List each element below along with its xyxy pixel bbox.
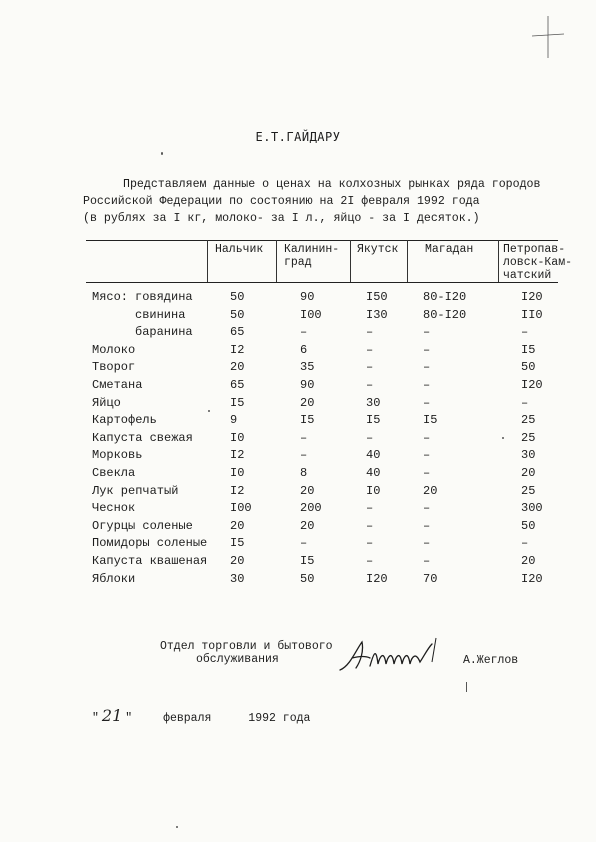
date-close-quote: " (125, 712, 133, 725)
column-header-line: град (284, 256, 312, 269)
table-row (0, 290, 596, 308)
price-cell: 8 (300, 466, 308, 480)
table-row (0, 360, 596, 378)
date-day: 21 (101, 706, 123, 725)
price-cell: 80-I20 (423, 307, 467, 322)
price-cell: 30 (230, 571, 245, 586)
product-name (92, 501, 135, 515)
price-cell: 20 (423, 483, 438, 498)
price-cell: – (366, 518, 374, 533)
price-cell: I50 (366, 290, 388, 304)
price-cell: I2 (230, 448, 245, 463)
corner-mark (530, 14, 566, 60)
price-cell: 50 (521, 360, 536, 375)
table-top-rule (86, 240, 558, 241)
column-header-line: Калинин- (284, 243, 340, 256)
table-row (0, 536, 596, 554)
price-cell: 9 (230, 413, 238, 428)
product-name (135, 325, 193, 339)
price-cell: I30 (366, 307, 388, 322)
price-cell: 25 (521, 483, 536, 498)
price-cell: 65 (230, 378, 245, 392)
price-cell: I5 (300, 413, 315, 428)
table-header-rule (86, 282, 558, 283)
price-cell: I5 (300, 554, 315, 568)
column-header (215, 243, 263, 256)
price-cell: 70 (423, 571, 438, 586)
column-header (425, 243, 473, 256)
price-cell: 20 (300, 395, 315, 410)
product-name (92, 431, 193, 445)
price-cell: – (366, 554, 374, 568)
column-header-line: Магадан (425, 243, 474, 256)
price-cell: I20 (521, 290, 543, 304)
product-label: Яблоки (92, 571, 136, 586)
price-cell: 20 (300, 483, 315, 498)
product-label: Чеснок (92, 501, 136, 516)
price-cell: 40 (366, 448, 381, 463)
price-cell: – (300, 448, 308, 463)
price-cell: 80-I20 (423, 290, 467, 304)
price-cell: 50 (230, 307, 245, 322)
price-cell: 35 (300, 360, 315, 375)
price-cell: – (366, 378, 374, 392)
price-cell: I0 (230, 466, 245, 480)
addressee: Е.Т.ГАЙДАРУ (255, 130, 341, 144)
table-row (0, 572, 596, 590)
product-label: говядина (135, 290, 193, 304)
signer-name: А.Жеглов (463, 654, 519, 667)
price-cell: I00 (230, 501, 252, 516)
price-cell: – (423, 378, 431, 392)
intro-line-3: (в рублях за I кг, молоко- за I л., яйцо - за I десяток.) (83, 212, 480, 225)
product-label: Капуста квашеная (92, 554, 208, 568)
price-cell: I5 (423, 413, 438, 428)
price-cell: – (366, 430, 374, 445)
price-cell: – (300, 325, 308, 340)
price-cell: I5 (366, 413, 381, 428)
price-cell: – (366, 501, 374, 516)
price-cell: – (423, 536, 431, 551)
price-cell: 20 (521, 466, 536, 480)
column-header-line: Петропав- (503, 243, 566, 256)
product-name (92, 396, 121, 410)
price-cell: I00 (300, 307, 322, 322)
product-label: Сметана (92, 378, 143, 392)
handwritten-signature (336, 636, 446, 676)
price-cell: 30 (366, 395, 381, 410)
table-row (0, 396, 596, 414)
column-header-line: ловск-Кам- (503, 256, 573, 269)
table-row (0, 519, 596, 537)
price-cell: 200 (300, 501, 322, 516)
product-name (92, 466, 135, 480)
intro-line-1: Представляем данные о ценах на колхозных рынках ряда городов (123, 178, 541, 191)
product-label: Яйцо (92, 395, 121, 410)
price-cell: 20 (300, 518, 315, 533)
column-header-line: Якутск (357, 243, 399, 256)
column-header-line: Нальчик (215, 243, 264, 256)
product-name (92, 572, 135, 586)
price-cell: – (423, 430, 431, 445)
price-cell: – (366, 536, 374, 551)
price-cell: – (423, 395, 431, 410)
price-cell: – (423, 325, 431, 340)
product-name (92, 448, 142, 462)
price-cell: 25 (521, 413, 536, 428)
price-cell: 6 (300, 342, 308, 357)
price-cell: 90 (300, 290, 315, 304)
product-label: Творог (92, 360, 136, 375)
price-cell: I0 (366, 483, 381, 498)
price-cell: I20 (521, 571, 543, 586)
price-cell: I5 (521, 342, 536, 357)
product-name (135, 308, 185, 322)
product-name (92, 554, 207, 568)
price-cell: I2 (230, 342, 245, 357)
price-cell: I2 (230, 483, 245, 498)
price-cell: II0 (521, 307, 543, 322)
price-cell: I0 (230, 430, 245, 445)
paper-speck (161, 152, 163, 155)
product-label: Молоко (92, 342, 136, 357)
column-divider (207, 240, 208, 282)
product-label: Морковь (92, 448, 143, 463)
table-row (0, 448, 596, 466)
price-cell: – (366, 325, 374, 340)
price-cell: 50 (521, 518, 536, 533)
price-cell: – (423, 360, 431, 375)
date-open-quote: " (92, 712, 99, 725)
paper-speck (176, 826, 178, 828)
price-cell: I20 (521, 378, 543, 392)
product-label: Картофель (92, 413, 157, 428)
price-cell: – (300, 536, 308, 551)
price-cell: – (423, 466, 431, 480)
table-row (0, 466, 596, 484)
table-row (0, 501, 596, 519)
product-label: Лук репчатый (92, 483, 179, 498)
product-name (92, 343, 135, 357)
table-row (0, 343, 596, 361)
product-name (92, 536, 207, 550)
price-cell: I5 (230, 395, 245, 410)
price-cell: – (423, 448, 431, 463)
product-label: Капуста свежая (92, 430, 193, 445)
price-cell: 65 (230, 325, 245, 340)
price-cell: – (521, 395, 529, 410)
column-header-line: чатский (503, 269, 552, 282)
price-cell: – (300, 430, 308, 445)
price-cell: – (521, 536, 529, 551)
price-cell: – (366, 342, 374, 357)
intro-text (83, 176, 553, 227)
price-cell: I5 (230, 536, 245, 551)
paper-speck (502, 437, 504, 439)
price-cell: 50 (300, 571, 315, 586)
price-cell: 20 (230, 360, 245, 375)
price-cell: 30 (521, 448, 536, 463)
price-cell: 25 (521, 430, 536, 445)
column-divider (276, 240, 277, 282)
price-cell: – (423, 342, 431, 357)
table-row (0, 484, 596, 502)
department-line-2: обслуживания (196, 653, 279, 666)
price-cell: 20 (230, 554, 245, 568)
date-month: февраля (163, 712, 212, 725)
price-cell: – (521, 325, 529, 340)
table-row (0, 413, 596, 431)
product-name (92, 413, 157, 427)
price-cell: 50 (230, 290, 245, 304)
table-row (0, 325, 596, 343)
date-year: 1992 года (248, 712, 311, 725)
price-cell: – (423, 554, 431, 568)
product-group: Мясо: (92, 290, 129, 304)
product-label: баранина (135, 325, 193, 340)
price-cell: – (366, 360, 374, 375)
date-line (92, 706, 310, 725)
product-name (92, 378, 142, 392)
price-cell: 90 (300, 378, 315, 392)
column-header (503, 243, 572, 282)
price-cell: 300 (521, 501, 543, 516)
paper-speck (208, 410, 210, 412)
product-name (92, 484, 178, 498)
department-block (160, 640, 333, 666)
table-row (0, 431, 596, 449)
table-row (0, 554, 596, 572)
product-name (92, 360, 135, 374)
paper-speck (466, 682, 467, 692)
column-header (284, 243, 339, 269)
price-cell: I20 (366, 571, 388, 586)
price-cell: 40 (366, 466, 381, 480)
column-divider (498, 240, 499, 282)
department-line-1: Отдел торговли и бытового (160, 640, 333, 653)
product-label: свинина (135, 307, 186, 322)
table-row (0, 308, 596, 326)
intro-line-2: Российской Федерации по состоянию на 2I февраля 1992 года (83, 195, 480, 208)
product-label: Огурцы соленые (92, 518, 193, 533)
price-cell: 20 (230, 518, 245, 533)
table-row (0, 378, 596, 396)
product-name (92, 290, 193, 304)
column-header (357, 243, 398, 256)
product-name (92, 519, 193, 533)
price-cell: 20 (521, 554, 536, 568)
product-label: Свекла (92, 466, 136, 480)
column-divider (407, 240, 408, 282)
price-cell: – (423, 518, 431, 533)
column-divider (350, 240, 351, 282)
price-cell: – (423, 501, 431, 516)
product-label: Помидоры соленые (92, 536, 208, 551)
